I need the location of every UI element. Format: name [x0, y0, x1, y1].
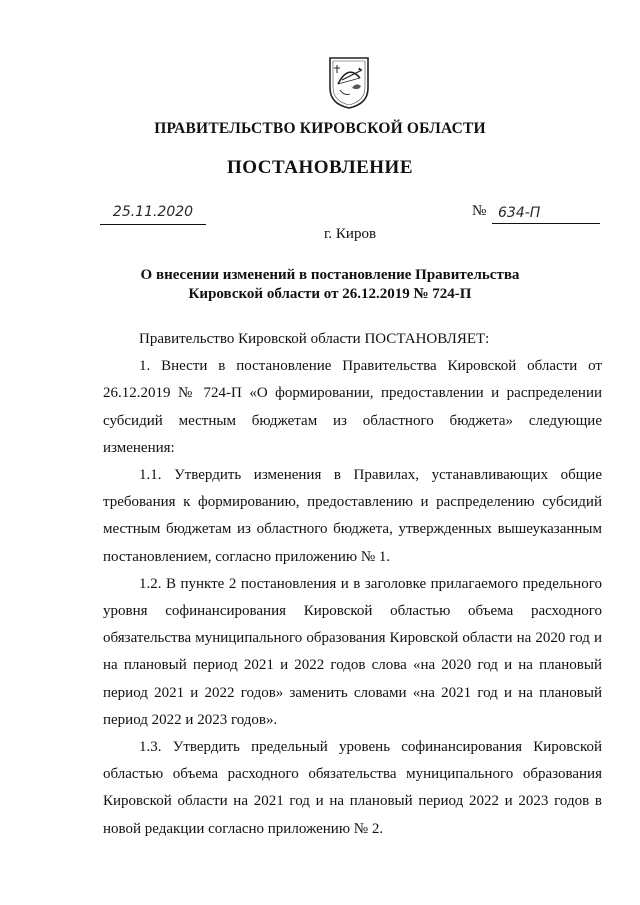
document-date: 25.11.2020: [100, 204, 206, 225]
paragraph-1-2: 1.2. В пункте 2 постановления и в заголовке прилагаемого предельного уровня софинансирования Кировской областью объема расходного обязательства муниципального образования Кировской области на 2020 год и на плановый период 2021 и 2022 годов слова «на 2020 год и на плановый период 2021 и 2022 годов» заменить словами «на 2021 год и на плановый период 2022 и 2023 годов».: [103, 575, 602, 728]
paragraph-1-1: 1.1. Утвердить изменения в Правилах, устанавливающих общие требования к формированию, предоставлению и распределению субсидий местным бюджетам из областного бюджета, утвержденных вышеуказанным постановлением, согласно приложению № 1.: [103, 467, 602, 565]
document-body: [103, 326, 602, 843]
document-number: 634-П: [492, 205, 600, 224]
document-type-title: ПОСТАНОВЛЕНИЕ: [226, 157, 414, 178]
subject-line-2: Кировской области от 26.12.2019 № 724-П: [188, 286, 472, 302]
document-subject: [0, 266, 640, 304]
paragraph-1-3: 1.3. Утвердить предельный уровень софинансирования Кировской областью объема расходного обязательства муниципального образования Кировской области на 2021 год и на плановый период 2022 и 2023 годов в новой редакции согласно приложению № 2.: [103, 739, 602, 837]
subject-line-1: О внесении изменений в постановление Правительства: [140, 267, 520, 283]
intro-paragraph: Правительство Кировской области ПОСТАНОВЛЯЕТ:: [139, 331, 490, 347]
city-line: г. Киров: [323, 226, 377, 242]
paragraph-1: 1. Внести в постановление Правительства Кировской области от 26.12.2019 № 724-П «О формировании, предоставлении и распределении субсидий местным бюджетам из областного бюджета» следующие изменения:: [103, 358, 602, 456]
coat-of-arms-icon: [326, 54, 372, 110]
number-sign: №: [472, 203, 487, 219]
government-name: ПРАВИТЕЛЬСТВО КИРОВСКОЙ ОБЛАСТИ: [154, 120, 486, 137]
